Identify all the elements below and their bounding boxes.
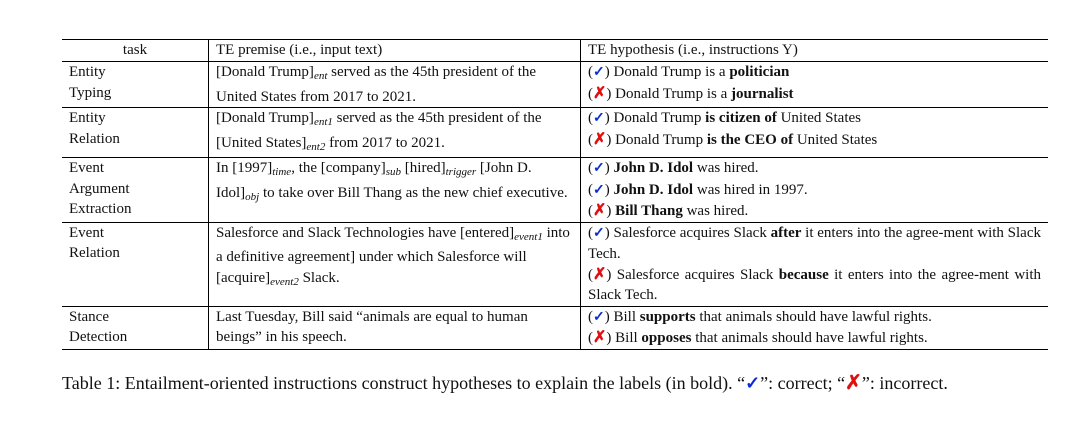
premise-subscript: event1 — [514, 230, 543, 243]
task-label-line: Argument — [69, 180, 130, 197]
premise-text: [John D. Idol] — [216, 160, 532, 201]
hypothesis-line — [588, 130, 1041, 151]
marker-open-paren: ( — [588, 85, 593, 102]
premise-cell — [209, 62, 581, 108]
premise-text: served as the 45th president of the United States from 2017 to 2021. — [216, 64, 537, 105]
marker-close-paren: ) — [604, 160, 610, 176]
hypothesis-bold-text: John D. Idol — [613, 160, 694, 176]
marker-open-paren: ( — [588, 131, 593, 148]
hypothesis-text: was hired. — [682, 203, 749, 219]
premise-cell — [209, 158, 581, 223]
premise-cell — [209, 222, 581, 306]
table-row — [62, 108, 1048, 158]
hypothesis-text: Bill — [609, 308, 640, 325]
task-cell — [62, 62, 209, 108]
premise-subscript: ent — [313, 70, 328, 82]
hypothesis-text: it enters into the agree-ment with Slack Tech. — [588, 266, 1041, 303]
task-cell — [62, 108, 209, 158]
hypothesis-line — [588, 307, 1041, 329]
hypothesis-text: Donald Trump is a — [611, 85, 732, 102]
premise-cell — [209, 306, 581, 349]
marker-open-paren: ( — [588, 330, 593, 346]
caption-text-middle: ”: correct; “ — [760, 373, 846, 393]
task-label-line: Event — [69, 160, 104, 176]
marker-close-paren: ) — [604, 308, 610, 325]
hypothesis-line — [588, 84, 1041, 105]
hypothesis-bold-text: because — [778, 266, 829, 283]
premise-text: , the [company] — [291, 160, 386, 176]
cross-icon: ✗ — [593, 329, 607, 346]
header-row — [62, 40, 1048, 62]
marker-open-paren: ( — [588, 160, 593, 176]
marker-open-paren: ( — [588, 110, 593, 126]
hypothesis-bold-text: opposes — [641, 330, 692, 346]
premise-text: to take over Bill Thang as the new chief executive. — [259, 184, 568, 201]
premise-text: Slack. — [298, 269, 340, 286]
premise-text: [hired] — [401, 160, 446, 176]
premise-cell — [209, 108, 581, 158]
caption-cross-icon: ✗ — [845, 372, 862, 394]
marker-close-paren: ) — [606, 131, 612, 148]
marker-close-paren: ) — [606, 330, 612, 346]
check-icon: ✓ — [593, 111, 605, 126]
premise-subscript: time — [272, 166, 292, 178]
marker-open-paren: ( — [588, 64, 593, 80]
table-row — [62, 158, 1048, 223]
task-label-line: Relation — [69, 245, 120, 261]
table-row — [62, 222, 1048, 306]
premise-subscript: ent1 — [313, 116, 333, 128]
hypothesis-text: Donald Trump is a — [609, 64, 730, 80]
hypothesis-text: United States — [793, 131, 878, 148]
marker-close-paren: ) — [606, 203, 612, 219]
cross-icon: ✗ — [593, 130, 607, 148]
premise-text: [Donald Trump] — [216, 110, 314, 126]
hypothesis-text: was hired. — [693, 160, 759, 176]
hypothesis-text: Salesforce acquires Slack — [609, 224, 771, 241]
hypothesis-line — [588, 62, 1041, 84]
caption-check-icon: ✓ — [745, 373, 761, 393]
header-premise: TE premise (i.e., input text) — [209, 40, 581, 62]
hypothesis-bold-text: Bill Thang — [615, 203, 683, 219]
header-task: task — [122, 42, 148, 58]
hypothesis-cell — [581, 306, 1049, 349]
premise-subscript: event2 — [270, 275, 299, 288]
task-cell — [62, 306, 209, 349]
marker-close-paren: ) — [604, 224, 610, 241]
hypothesis-cell — [581, 62, 1049, 108]
task-label-line: Relation — [69, 130, 120, 147]
hypothesis-line — [588, 180, 1041, 202]
premise-text: from 2017 to 2021. — [325, 134, 445, 151]
header-hypothesis: TE hypothesis (i.e., instructions Y) — [588, 42, 798, 58]
check-icon: ✓ — [593, 309, 605, 325]
premise-text: Last Tuesday, Bill said “animals are equal to human beings” in his speech. — [216, 308, 528, 345]
hypothesis-bold-text: John D. Idol — [613, 181, 694, 198]
marker-open-paren: ( — [588, 224, 593, 241]
table-caption — [62, 371, 1052, 396]
task-cell — [62, 158, 209, 223]
marker-open-paren: ( — [588, 203, 593, 219]
hypothesis-bold-text: supports — [639, 308, 696, 325]
hypothesis-cell — [581, 222, 1049, 306]
table-row — [62, 306, 1048, 349]
check-icon: ✓ — [593, 161, 605, 176]
marker-close-paren: ) — [604, 181, 610, 198]
hypothesis-text: Bill — [611, 330, 642, 346]
hypothesis-text: that animals should have lawful rights. — [695, 308, 932, 325]
hypothesis-text: was hired in 1997. — [693, 181, 808, 198]
marker-open-paren: ( — [588, 181, 593, 198]
table-header — [62, 40, 1048, 62]
hypothesis-line — [588, 265, 1041, 306]
hypothesis-line — [588, 223, 1041, 265]
marker-close-paren: ) — [606, 266, 612, 283]
premise-text: [Donald Trump] — [216, 64, 314, 80]
hypothesis-line — [588, 108, 1041, 130]
task-label-line: Detection — [69, 329, 128, 345]
task-label-line: Typing — [69, 84, 112, 101]
cross-icon: ✗ — [593, 84, 607, 102]
hypothesis-line — [588, 201, 1041, 222]
hypothesis-cell — [581, 108, 1049, 158]
hypothesis-line — [588, 158, 1041, 180]
cross-icon: ✗ — [593, 265, 607, 283]
caption-text-after: ”: incorrect. — [861, 373, 948, 393]
premise-text: In [1997] — [216, 160, 273, 176]
task-label-line: Event — [69, 224, 104, 241]
hypothesis-bold-text: politician — [729, 64, 790, 80]
marker-open-paren: ( — [588, 266, 593, 283]
task-label-line: Entity — [69, 64, 106, 80]
check-icon: ✓ — [593, 225, 605, 241]
hypothesis-bold-text: after — [770, 224, 802, 241]
task-cell — [62, 222, 209, 306]
hypothesis-text: Donald Trump — [611, 131, 707, 148]
premise-text: into a definitive agreement] under which Salesforce will [acquire] — [216, 224, 570, 286]
hypothesis-text: Donald Trump — [609, 110, 706, 126]
hypothesis-text: that animals should have lawful rights. — [691, 330, 928, 346]
premise-text: Salesforce and Slack Technologies have [entered] — [216, 224, 515, 241]
hypothesis-bold-text: journalist — [731, 85, 794, 102]
task-label-line: Entity — [69, 110, 106, 126]
check-icon: ✓ — [593, 182, 605, 198]
task-label-line: Extraction — [69, 201, 132, 217]
hypothesis-line — [588, 328, 1041, 349]
hypothesis-cell — [581, 158, 1049, 223]
hypothesis-text: it enters into the agree-ment with Slack Tech. — [588, 224, 1041, 262]
premise-subscript: sub — [385, 166, 402, 178]
marker-close-paren: ) — [606, 85, 612, 102]
hypothesis-bold-text: is the CEO of — [706, 131, 794, 148]
results-table — [62, 39, 1048, 350]
hypothesis-text: Salesforce acquires Slack — [611, 266, 779, 283]
hypothesis-text: United States — [776, 110, 861, 126]
premise-text: served as the 45th president of the [United States] — [216, 110, 542, 151]
marker-close-paren: ) — [604, 64, 610, 80]
table-row — [62, 62, 1048, 108]
marker-open-paren: ( — [588, 308, 593, 325]
check-icon: ✓ — [593, 65, 605, 80]
premise-subscript: ent2 — [306, 140, 326, 153]
caption-text-before: Table 1: Entailment-oriented instructions construct hypotheses to explain the labels (in bold). “ — [62, 373, 746, 393]
marker-close-paren: ) — [604, 110, 610, 126]
premise-subscript: obj — [245, 190, 260, 203]
cross-icon: ✗ — [593, 202, 607, 219]
premise-subscript: trigger — [445, 166, 477, 178]
task-label-line: Stance — [69, 308, 109, 325]
hypothesis-bold-text: is citizen of — [705, 110, 777, 126]
table-body — [62, 62, 1048, 350]
